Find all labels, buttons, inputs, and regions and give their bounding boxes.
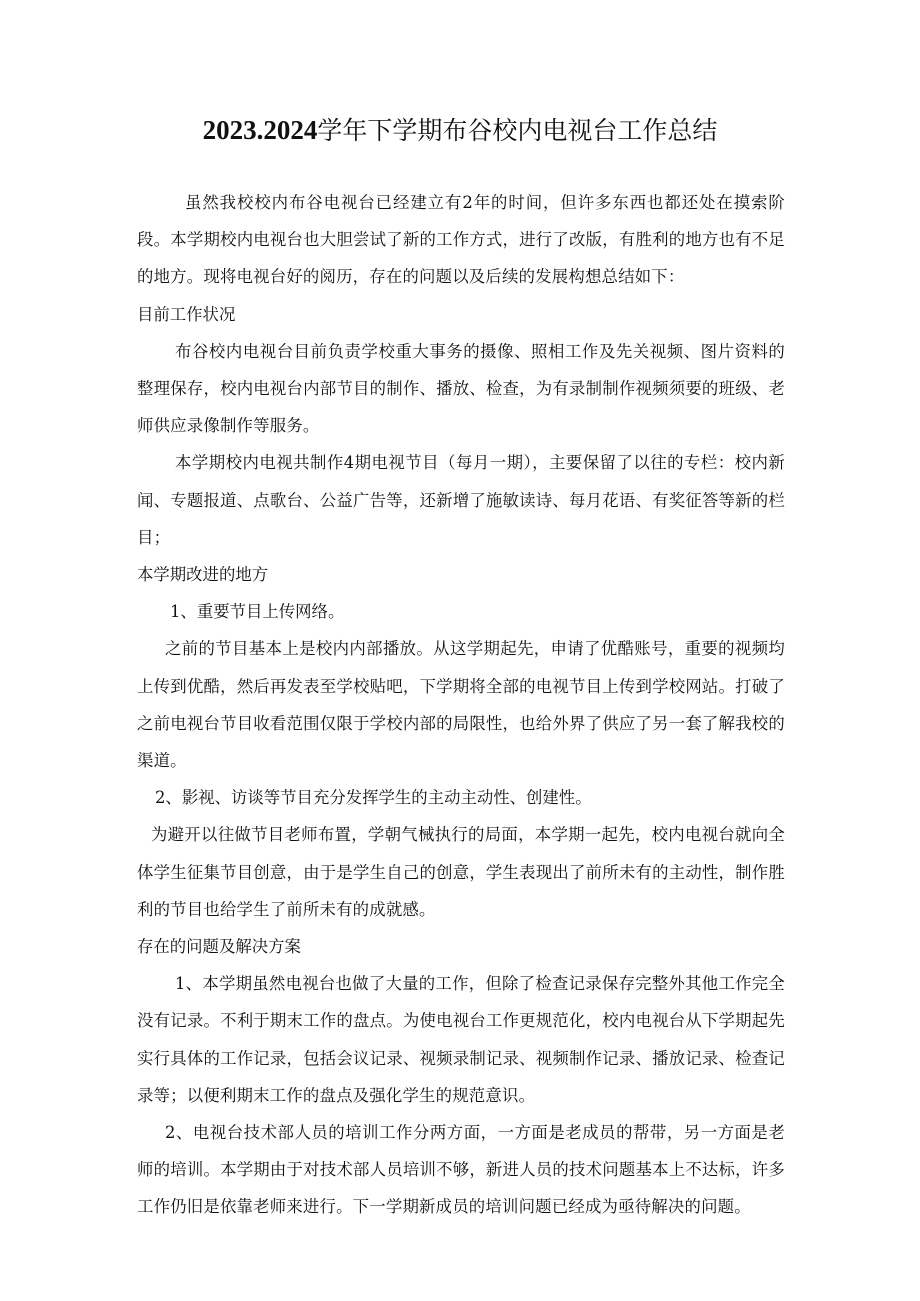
problem-paragraph-1: 1、本学期虽然电视台也做了大量的工作，但除了检查记录保存完整外其他工作完全没有记录。不利于期末工作的盘点。为使电视台工作更规范化，校内电视台从下学期起先实行具体的工作记录，包括会议记录、视频录制记录、视频制作记录、播放记录、检查记录等；以便利期末工作的盘点及强化学生的规范意识。 [137, 974, 785, 1105]
intro-paragraph: 虽然我校校内布谷电视台已经建立有2年的时间，但许多东西也都还处在摸索阶段。本学期校内电视台也大胆尝试了新的工作方式，进行了改版，有胜利的地方也有不足的地方。现将电视台好的阅历，存在的问题以及后续的发展构想总结如下： [137, 193, 785, 287]
section-heading-improvements: 本学期改进的地方 [137, 565, 269, 585]
section-heading-problems: 存在的问题及解决方案 [137, 937, 301, 957]
title-text: 学年下学期布谷校内电视台工作总结 [317, 116, 718, 145]
improvement-item-1-text: 之前的节目基本上是校内内部播放。从这学期起先，申请了优酷账号，重要的视频均上传到优酷，然后再发表至学校贴吧，下学期将全部的电视节目上传到学校网站。打破了之前电视台节目收看范围仅限于学校内部的局限性，也给外界了供应了另一套了解我校的渠道。 [137, 639, 785, 771]
document-title [0, 112, 920, 149]
section-heading-current-status: 目前工作状况 [137, 304, 236, 324]
improvement-item-2-label: 2、影视、访谈等节目充分发挥学生的主动主动性、创建性。 [155, 788, 592, 808]
title-year: 2023.2024 [202, 115, 318, 145]
paragraph-programs-produced: 本学期校内电视共制作4期电视节目（每月一期），主要保留了以往的专栏：校内新闻、专题报道、点歌台、公益广告等，还新增了施敏读诗、每月花语、有奖征答等新的栏目； [137, 453, 785, 547]
problem-paragraph-2: 2、电视台技术部人员的培训工作分两方面，一方面是老成员的帮带，另一方面是老师的培训。本学期由于对技术部人员培训不够，新进人员的技术问题基本上不达标，许多工作仍旧是依靠老师来进行。下一学期新成员的培训问题已经成为亟待解决的问题。 [137, 1123, 785, 1217]
paragraph-current-duties: 布谷校内电视台目前负责学校重大事务的摄像、照相工作及先关视频、图片资料的整理保存，校内电视台内部节目的制作、播放、检查，为有录制制作视频须要的班级、老师供应录像制作等服务。 [137, 341, 785, 436]
improvement-item-1-label: 1、重要节目上传网络。 [170, 602, 345, 622]
improvement-item-2-text: 为避开以往做节目老师布置，学朝气械执行的局面，本学期一起先，校内电视台就向全体学生征集节目创意，由于是学生自己的创意，学生表现出了前所未有的主动性，制作胜利的节目也给学生了前所未有的成就感。 [137, 825, 785, 919]
document-body [137, 184, 785, 1226]
